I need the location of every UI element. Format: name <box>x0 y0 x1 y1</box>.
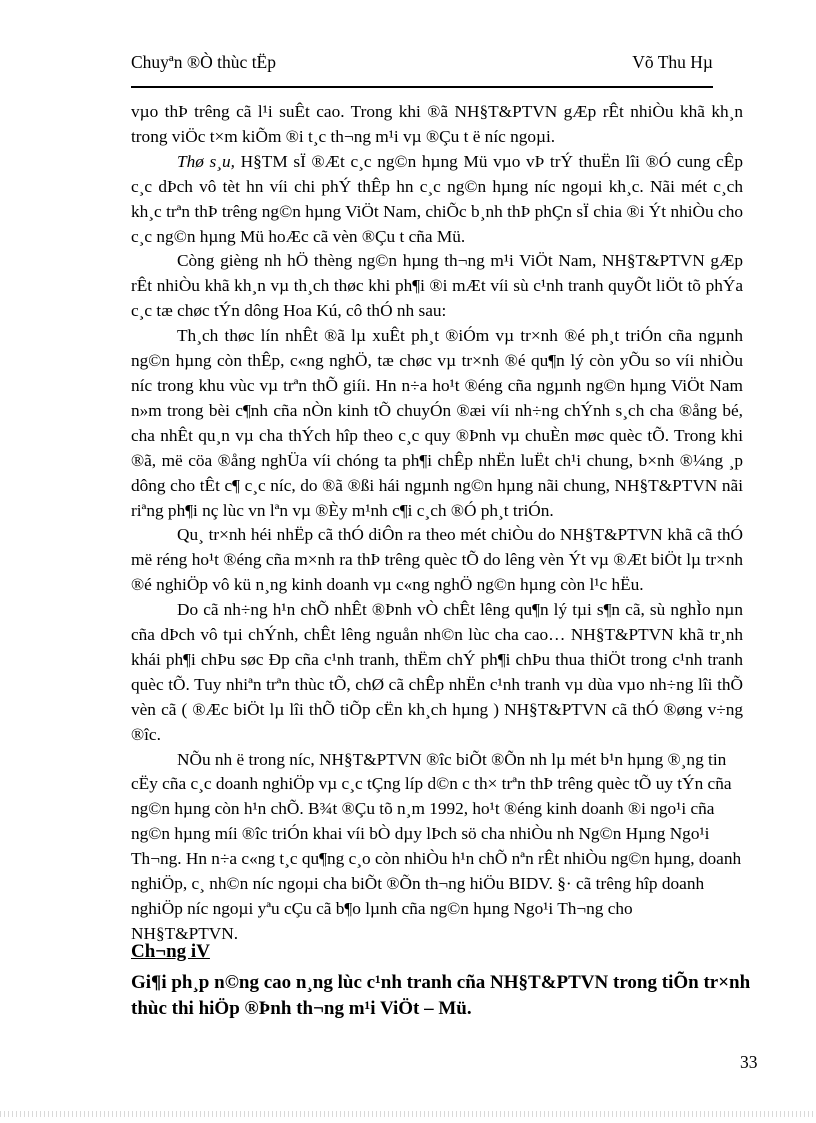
paragraph-lead: Thø s¸u, <box>177 151 235 171</box>
paragraph: vµo thÞ trêng cã l¹i suÊt cao. Trong khi ®ã NH§T&PTVN gÆp rÊt nhiÒu khã kh¸n trong viÖc t×m kiÕm ®i t¸c th¬ng m¹i vµ ®Çu t ë níc ngoµi. <box>131 102 743 146</box>
body-text <box>131 100 743 947</box>
paragraph-text: H§TM sÏ ®Æt c¸c ng©n hµng Mü vµo vÞ trÝ thuËn lîi ®Ó cung cÊp c¸c dÞch vô tèt hn víi chi phÝ thÊp hn c¸c ng©n hµng níc ngoµi kh¸c. Nãi mét c¸ch kh¸c trªn thÞ trêng ng©n hµng ViÖt Nam, chiÕc b¸nh thÞ phÇn sÏ chia ®i Ýt nhiÒu cho c¸c ng©n hµng Mü hoÆc cã vèn ®Çu t cña Mü. <box>131 151 744 246</box>
chapter-label: Ch¬ng iV <box>131 941 210 962</box>
running-header <box>131 52 713 80</box>
paragraph: Còng gièng nh hÖ thèng ng©n hµng th¬ng m¹i ViÖt Nam, NH§T&PTVN gÆp rÊt nhiÒu khã kh¸n vµ th¸ch thøc khi ph¶i ®i mÆt víi sù c¹nh tranh quyÕt liÖt tõ phÝa c¸c tæ chøc tÝn dông Hoa Kú, cô thÓ nh sau: <box>131 251 743 321</box>
header-left: Chuyªn ®Ò thùc tËp <box>131 52 276 72</box>
chapter-title: Gi¶i ph¸p n©ng cao n¸ng lùc c¹nh tranh cña NH§T&PTVN trong tiÕn tr×nh thùc thi hiÖp ®Þnh th¬ng m¹i ViÖt – Mü. <box>131 972 751 1019</box>
paragraph: Qu¸ tr×nh héi nhËp cã thÓ diÔn ra theo mét chiÒu do NH§T&PTVN khã cã thÓ më réng ho¹t ®éng cña m×nh ra thÞ trêng quèc tÕ do lêng vèn Ýt vµ ®Æt biÖt lµ tr×nh ®é nghiÖp vô kü n¸ng kinh doanh vµ c«ng nghÖ ng©n hµng còn l¹c hËu. <box>131 525 743 595</box>
bottom-dotted-border <box>0 1111 816 1117</box>
page-number: 33 <box>740 1052 758 1072</box>
paragraph <box>131 150 743 250</box>
paragraph: Do cã nh÷ng h¹n chÕ nhÊt ®Þnh vÒ chÊt lêng qu¶n lý tµi s¶n cã, sù nghÌo nµn cña dÞch vô tµi chÝnh, chÊt lêng nguån nh©n lùc cha cao… NH§T&PTVN khã tr¸nh khái ph¶i chÞu søc Ðp cña c¹nh tranh, thËm chÝ ph¶i chÞu thua thiÖt trong c¹nh tranh quèc tÕ. Tuy nhiªn trªn thùc tÕ, chØ cã chÊp nhËn c¹nh tranh vµ dùa vµo nh÷ng lîi thÕ vèn cã ( ®Æc biÖt lµ lîi thÕ tiÕp cËn kh¸ch hµng ) NH§T&PTVN cã thÓ ®øng v÷ng ®îc. <box>131 600 743 744</box>
paragraph: NÕu nh ë trong níc, NH§T&PTVN ®îc biÕt ®Õn nh lµ mét b¹n hµng ®¸ng tin cËy cña c¸c doanh nghiÖp vµ c¸c tÇng líp d©n c th× trªn thÞ trêng quèc tÕ uy tÝn cña ng©n hµng còn h¹n chÕ. B¾t ®Çu tõ n¸m 1992, ho¹t ®éng kinh doanh ®i ngo¹i cña ng©n hµng míi ®îc triÓn khai víi bÒ dµy lÞch sö cha nhiÒu nh Ng©n Hµng Ngo¹i Th¬ng. Hn n÷a c«ng t¸c qu¶ng c¸o còn nhiÒu h¹n chÕ nªn rÊt nhiÒu ng©n hµng, doanh nghiÖp, c¸ nh©n níc ngoµi cha biÕt ®Õn th¬ng hiÖu BIDV. §· cã trêng hîp doanh nghiÖp níc ngoµi yªu cÇu cã b¶o lµnh cña ng©n hµng Ngo¹i Th¬ng cho NH§T&PTVN. <box>131 749 742 943</box>
header-rule <box>131 86 713 88</box>
header-right: Võ Thu Hµ <box>632 52 713 72</box>
paragraph: Th¸ch thøc lín nhÊt ®ã lµ xuÊt ph¸t ®iÓm vµ tr×nh ®é ph¸t triÓn cña ngµnh ng©n hµng còn thÊp, c«ng nghÖ, tæ chøc vµ tr×nh ®é qu¶n lý còn yÕu so víi nhiÒu níc trong khu vùc vµ trªn thÕ giíi. Hn n÷a ho¹t ®éng cña ngµnh ng©n hµng ViÖt Nam n»m trong bèi c¶nh cña nÒn kinh tÕ chuyÓn ®æi víi nh÷ng chÝnh s¸ch cha ®ång bé, cha nhÊt qu¸n vµ cha thÝch hîp theo c¸c quy ®Þnh vµ chuÈn møc quèc tÕ. Trong khi ®ã, më cöa ®ång nghÜa víi chóng ta ph¶i chÊp nhËn luËt ch¹i chung, b×nh ®¼ng ¸p dông cho tÊt c¶ c¸c níc, do ®ã ®ßi hái ngµnh ng©n hµng nãi chung, NH§T&PTVN nãi riªng ph¶i nç lùc vn lªn vµ ®Èy m¹nh c¶i c¸ch ®Ó ph¸t triÓn. <box>131 326 743 520</box>
